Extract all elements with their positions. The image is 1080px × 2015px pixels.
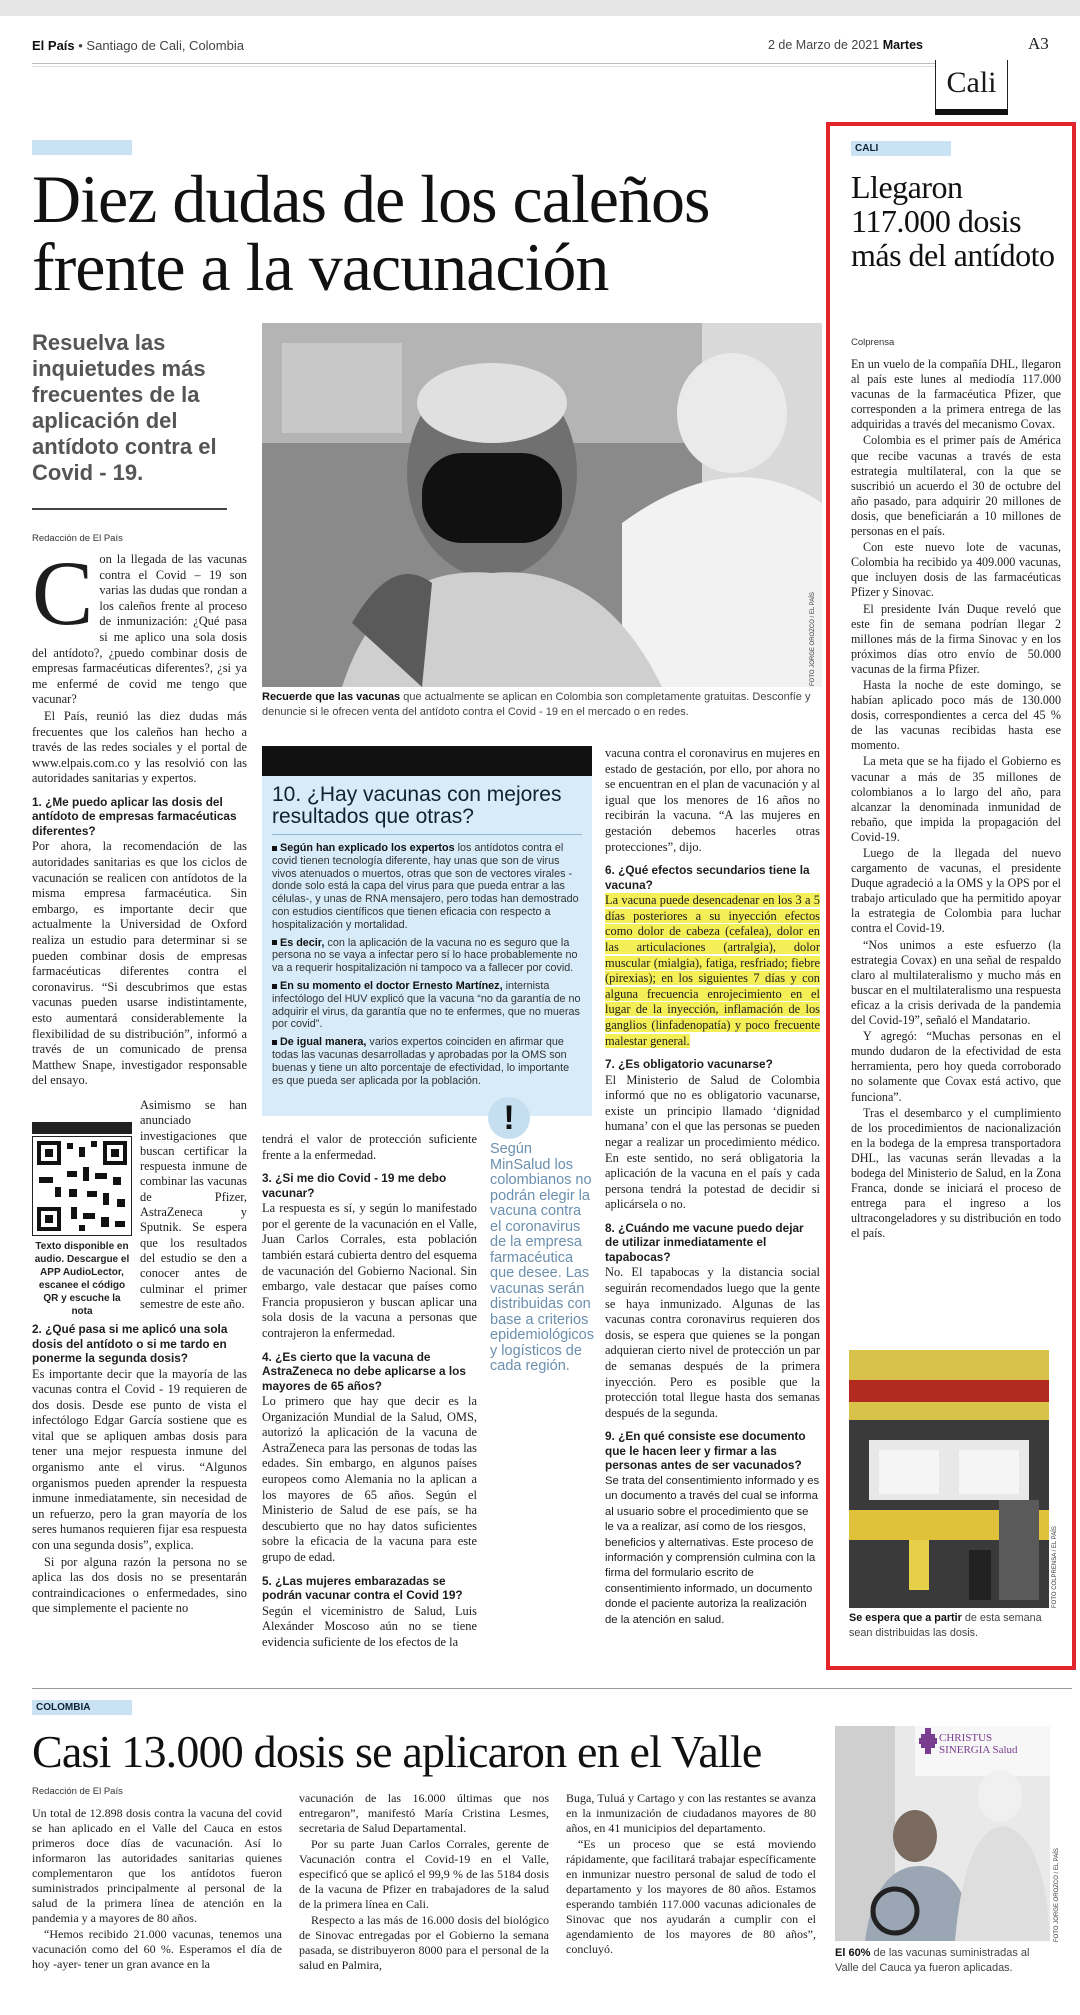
page-number: A3 [1028,34,1049,53]
article-column-1-bottom: 2. ¿Qué pasa si me aplicó una sola dosis del antídoto o si me tardo en ponerme la segunda dosis? Es importante decir que la mayoría de las vacunas contra el Covid - 19 requieren de dos dosis. Desde ese punto de vista el infectólogo Edgar García sostiene que es vital que se apliquen ambas dosis para tener una mejor respuesta inmune del organismo ante el virus. “Algunos organismos pueden aprender la respuesta inmune inmediatamente, sin necesidad de un refuerzo, pero la gran mayoría de los seres humanos requieren fijar esa respuesta con una segunda dosis”, explica. Si por alguna razón la persona no se aplica las dos dosis no se presentarán contraindicaciones o enfermedades, sino que simplemente el paciente no [32,1322,247,1616]
vaccination-photo [262,323,822,687]
question-3: 3. ¿Si me dio Covid - 19 me debo vacunar? [262,1171,447,1200]
main-photo-caption: Recuerde que las vacunas que actualmente se aplican en Colombia son completamente gratuitas. Desconfíe y denuncie si le ofrecen venta del antídoto contra el Covid - 19 en el mercado o en redes. [262,691,811,718]
article-column-1: Con la llegada de las vacunas contra el Covid – 19 son varias las dudas que rondan a los caleños frente al proceso de inmunización: ¿Qué pasa si me aplico una sola dosis del antídoto?, ¿puedo combinar dosis de empresas farmacéuticas diferentes?, ¿si ya me enfermé de covid me tengo que vacunar? El País, reunió las diez dudas más frecuentes que los caleños han hecho a través de las redes sociales y el portal de www.elpais.com.co y las resolvió con las autoridades sanitarias y expertos. 1. ¿Me puedo aplicar las dosis del antídoto de empresas farmacéuticas diferentes? Por ahora, la recomendación de las autoridades sanitarias es que los ciclos de vacunación se realicen con antídotos de la misma empresa farmacéutica. Sin embargo, es importante decir que actualmente la Universidad de Oxford realiza un estudio para determinar si se pueden combinar dosis de empresas farmacéuticas diferentes contra el coronavirus. “Si descubrimos que estas vacunas pueden usarse indistintamente, esto aumentará considerablemente la flexibilidad de su distribución”, informó a través de un comunicado de prensa Matthew Snape, investigador responsable del ensayo. [32,542,247,1088]
info-item: En su momento el doctor Ernesto Martínez, internista infectólogo del HUV explicó que la vacuna “no da garantía de no adquirir el virus, da garantía que no te enfermes, que no mueras por covid”. [272,979,581,1031]
question-8: 8. ¿Cuándo me vacune puedo dejar de utilizar inmediatamente el tapabocas? [605,1220,804,1264]
bottom-column-2: vacunación de las 16.000 últimas que nos entregaron”, manifestó María Cristina Lesmes, secretaria de Salud Departamental. Por su parte Juan Carlos Corrales, gerente de Vacunación contra el Covid-19 en el Valle, especificó que se aplicó el 99,9 % de las 5184 dosis de la vacuna de Pfizer en trabajadores de la salud de la primera línea en Cali. Respecto a las más de 16.000 dosis del biológico de Sinovac entregadas por el Gobierno la semana pasada, se distribuyeron 8000 para el personal de la salud en Palmira, [299,1791,549,1972]
elderly-vaccination-photo [835,1726,1050,1941]
header-date: 2 de Marzo de 2021 Martes [768,38,923,52]
bottom-photo-credit: FOTO JORGE OROZCO / EL PAÍS [1054,1848,1060,1942]
info-box-bar [262,746,592,776]
question-4: 4. ¿Es cierto que la vacuna de AstraZeneca no debe aplicarse a los mayores de 65 años? [262,1349,466,1393]
bottom-headline: Casi 13.000 dosis se aplicaron en el Valle [32,1726,762,1777]
main-headline: Diez dudas de los caleños frente a la vacunación [32,161,710,305]
highlighted-side-effects: La vacuna puede desencadenar en los 3 a 5 días posteriores a su inyección efectos como dolor de cabeza (cefalea), dolor en las articulaciones (artralgia), dolor muscular (mialgia), fatiga, resfriado; fiebre (pirexias); en los siguientes 7 días y con alguna frecuencia enrojecimiento en el lugar de la inyección, inflamación de los ganglios (linfadenopatía) y poco frecuente malestar general. [605,893,820,1048]
question-5: 5. ¿Las mujeres embarazadas se podrán vacunar contra el Covid 19? [262,1573,463,1603]
question-9: 9. ¿En qué consiste ese documento que le hacen leer y firmar a las personas antes de ser vacunados? [605,1429,806,1473]
bottom-photo-caption: El 60% de las vacunas suministradas al Valle del Cauca ya fueron aplicadas. [835,1947,1030,1974]
sidebar-tag: CALI [851,141,951,156]
qr-header-bar [32,1122,132,1134]
sidebar-body: En un vuelo de la compañía DHL, llegaron al país este lunes al mediodía 117.000 vacunas de la farmacéutica Pfizer, que corresponden a la primera entrega de las adquiridas a través del mecanismo Covax. Colombia es el primer país de América que recibe vacunas a través de esta estrategia multilateral, con la que se suscribió un acuerdo el 30 de octubre del año pasado, para adquirir 20 millones de dosis, que beneficiarán a 10 millones de personas en el país. Con este nuevo lote de vacunas, Colombia ha recibido ya 409.000 vacunas, que incluyen dosis de las farmacéuticas Pfizer y Sinovac. El presidente Iván Duque reveló que este fin de semana podrían llegar 2 millones más de la firma Sinovac y en los próximos días otro envío de 50.000 vacunas de la firma Pfizer. Hasta la noche de este domingo, se habían aplicado poco más de 130.000 dosis, correspondientes a cerca del 45 % de las vacunas recibidas hasta ese momento. La meta que se ha fijado el Gobierno es vacunar a más de 35 millones de colombianos a lo largo del año, para alcanzar la denominada inmunidad de rebaño, que impida la propagación del Covid-19. Luego de la llegada del nuevo cargamento de vacunas, el presidente Duque agradeció a la OMS y la OPS por el trabajo articulado que ha permitido apoyar la estrategia de Colombia para luchar contra el Covid-19. “Nos unimos a este esfuerzo (la estrategia Covax) en una señal de respaldo claro al multilateralismo y mucho más en buscar en el multilateralismo una respuesta eficaz a la crisis derivada de la pandemia del Covid-19”, señaló el Mandatario. Y agregó: “Muchas personas en el mundo dudaron de la efectividad de esta herramienta, pero hoy queda corroborado no solamente que Covax está activo, que funciona”. Tras el desembarco y el cumplimiento de los procedimientos de nacionalización en la bodega de la empresa transportadora DHL, las vacunas serán llevadas a la bodega del Ministerio de Salud, en la Zona Franca, donde se iniciará el proceso de entrega para el ingreso a los ultracongeladores y su distribución en todo el país. [851,357,1061,1241]
sidebar-photo [849,1350,1049,1608]
cargo-plane-photo [849,1350,1049,1608]
article-column-3: vacuna contra el coronavirus en mujeres en estado de gestación, por ello, por ahora no se encuentran en el plan de vacunación y al igual que los menores de 16 años no recibirán la vacuna. “A las mujeres en gestación debemos hacerles otras protecciones”, dijo. 6. ¿Qué efectos secundarios tiene la vacuna? La vacuna puede desencadenar en los 3 a 5 días posteriores a su inyección efectos como dolor de cabeza (cefalea), dolor en las articulaciones (artralgia), dolor muscular (mialgia), fatiga, resfriado; fiebre (pirexias); en los siguientes 7 días y con alguna frecuencia enrojecimiento en el lugar de la inyección, inflamación de los ganglios (linfadenopatía) y poco frecuente malestar general. 7. ¿Es obligatorio vacunarse? El Ministerio de Salud de Colombia informó que no es obligatorio vacunarse, existe un principio llamado ‘dignidad humana’ con el que las personas se pueden negar a realizar un procedimiento médico. En este sentido, no será obligatoria la aplicación de la vacuna en el país y cada persona tendrá la potestad de decidir si aplicársela o no. 8. ¿Cuándo me vacune puedo dejar de utilizar inmediatamente el tapabocas? No. El tapabocas y la distancia social seguirán recomendados luego que la gente se haya inmunizado. Algunas de las vacunas contra coronavirus requieren dos dosis, se espera que quienes se la pongan adquieran cierto nivel de protección un par de semanas después de la primera inyección. Pero es posible que la protección total llegue hasta dos semanas después de la segunda. 9. ¿En qué consiste ese documento que le hacen leer y firmar a las personas antes de ser vacunados? Se trata del consentimiento informado y es un documento a través del cual se informa al usuario sobre el procedimiento que se le va a realizar, así como de los riesgos, beneficios y alternativas. Este proceso de información y comprensión culmina con la firma del formulario escrito de consentimiento informado, un documento donde el paciente autoriza la realización de la atención en salud. [605,746,820,1626]
bottom-section-rule [32,1688,1072,1689]
info-item: Según han explicado los expertos los antídotos contra el covid tienen tecnología diferente, hay unas que son de virus vivos atenuados o muertos, otras que son de vectores virales -donde solo está la capa del virus para que pueda entrar a las células-, y unas de RNA mensajero, pero todas han demostrado con estudios científicos que tienen eficacia con respecto a hospitalización y mortalidad. [272,842,579,931]
bottom-photo [835,1726,1050,1941]
bottom-column-1: Un total de 12.898 dosis contra la vacuna del covid se han aplicado en el Valle del Cauca en estos primeros doce días de vacunación. Así lo informaron las autoridades sanitarias quienes complementaron que los antídotos fueron suministrados principalmente al personal de la salud de la primera línea de atención en la pandemia y a mayores de 80 años. “Hemos recibido 21.000 vacunas, tenemos una vacunación como del 60 %. Esperamos el día de hoy -ayer- tener un gran avance en la [32,1806,282,1971]
section-label: Cali [935,60,1008,112]
pull-quote: Según MinSalud los colombianos no podrán elegir la vacuna contra el coronavirus de la empresa farmacéutica que desee. Las vacunas serán distribuidas con base a criterios epidemiológicos y logísticos de cada región. [490,1141,594,1374]
sidebar-photo-caption: Se espera que a partir de esta semana sean distribuidas las dosis. [849,1612,1042,1639]
header-paper: El País • Santiago de Cali, Colombia [32,38,244,53]
qr-code[interactable] [32,1136,132,1236]
qr-pattern [33,1137,131,1235]
info-box-separator [272,834,582,835]
question-2: 2. ¿Qué pasa si me aplicó una sola dosis del antídoto o si me tardo en ponerme la segunda dosis? [32,1322,228,1365]
question-1: 1. ¿Me puedo aplicar las dosis del antídoto de empresas farmacéuticas diferentes? [32,794,237,838]
question-7: 7. ¿Es obligatorio vacunarse? [605,1057,773,1072]
info-item: De igual manera, varios expertos coinciden en afirmar que todas las vacunas desarrolladas y aprobadas por la OMS son buenas y tiene un alto porcentaje de efectividad, lo importante es que pueda ser aplicada por la población. [272,1036,570,1087]
sidebar-title: Llegaron 117.000 dosis más del antídoto [851,169,1055,273]
top-band [0,0,1080,16]
sidebar-byline: Colprensa [851,337,895,348]
exclamation-icon: ! [488,1097,530,1139]
info-box-items [272,842,582,1092]
main-subhead: Resuelva las inquietudes más frecuentes de la aplicación del antídoto contra el Covid - 19. [32,330,217,485]
bottom-byline: Redacción de El País [32,1786,123,1797]
bottom-tag: COLOMBIA [32,1700,132,1715]
main-photo [262,323,822,687]
question-6: 6. ¿Qué efectos secundarios tiene la vacuna? [605,863,810,892]
sidebar-photo-credit: FOTO COLPRENSA / EL PAÍS [1052,1526,1058,1608]
main-photo-credit: FOTO JORGE OROZCO / EL PAÍS [810,592,816,686]
clinic-sign: CHRISTUS SINERGIA Salud [939,1732,1018,1756]
dropcap: C [32,542,94,644]
article-tag [32,140,132,155]
qr-caption: Texto disponible en audio. Descargue el APP AudioLector, escanee el código QR y escuche la nota [34,1241,130,1317]
header-rule-secondary [32,66,937,67]
article-column-2: tendrá el valor de protección suficiente frente a la enfermedad. 3. ¿Si me dio Covid - 19 me debo vacunar? La respuesta es sí, y según lo manifestado por el gerente de la vacunación en el Valle, Juan Carlos Corrales, esta población también estará cubierta dentro del esquema de vacunación del Gobierno Nacional. Sin embargo, vale destacar que países como Francia propusieron y buscan aplicar una sola dosis de la vacuna a personas que contrajeron la enfermedad. 4. ¿Es cierto que la vacuna de AstraZeneca no debe aplicarse a los mayores de 65 años? Lo primero que hay que decir es la Organización Mundial de la Salud, OMS, autorizó la aplicación de la vacuna de AstraZeneca para las personas de todas las edades. Sin embargo, en algunos países europeos como Alemania no la aplican a los mayores de 65 años. Según el Ministerio de Salud de ese país, se ha descubierto que no hay datos suficientes sobre la eficacia de la vacuna para este grupo de edad. 5. ¿Las mujeres embarazadas se podrán vacunar contra el Covid 19? Según el viceministro de Salud, Luis Alexánder Moscoso aún no se tiene evidencia suficiente de los efectos de la [262,1132,477,1649]
header-rule [32,63,937,64]
info-box [262,746,592,1116]
info-box-title: 10. ¿Hay vacunas con mejores resultados que otras? [272,783,562,828]
subhead-rule [32,508,227,510]
bottom-column-3: Buga, Tuluá y Cartago y con las restantes se avanza en la inmunización de ciudadanos mayores de 80 años, en 41 municipios del departamento. “Es un proceso que se está moviendo rápidamente, que facilitará trabajar específicamente en inmunizar nuestro personal de salud de todo el departamento y los mayores de 80 años. Estamos esperando también 117.000 vacunas adicionales de Sinovac que nos ayudarán a cumplir con el agendamiento de los mayores de 80 años”, concluyó. [566,1791,816,1956]
article-column-1-wrap: Asimismo se han anunciado investigaciones que buscan certificar la respuesta inmune de combinar las vacunas de Pfizer, AstraZeneca y Sputnik. Se espera que los resultados del estudio se den a conocer antes de culminar el primer semestre de este año. [140,1098,247,1311]
main-byline: Redacción de El País [32,533,123,544]
info-item: Es decir, con la aplicación de la vacuna no es seguro que la persona no se vaya a infectar pero sí lo hace probablemente no va a requerir hospitalización ni tampoco va a fallecer por covid. [272,936,578,975]
